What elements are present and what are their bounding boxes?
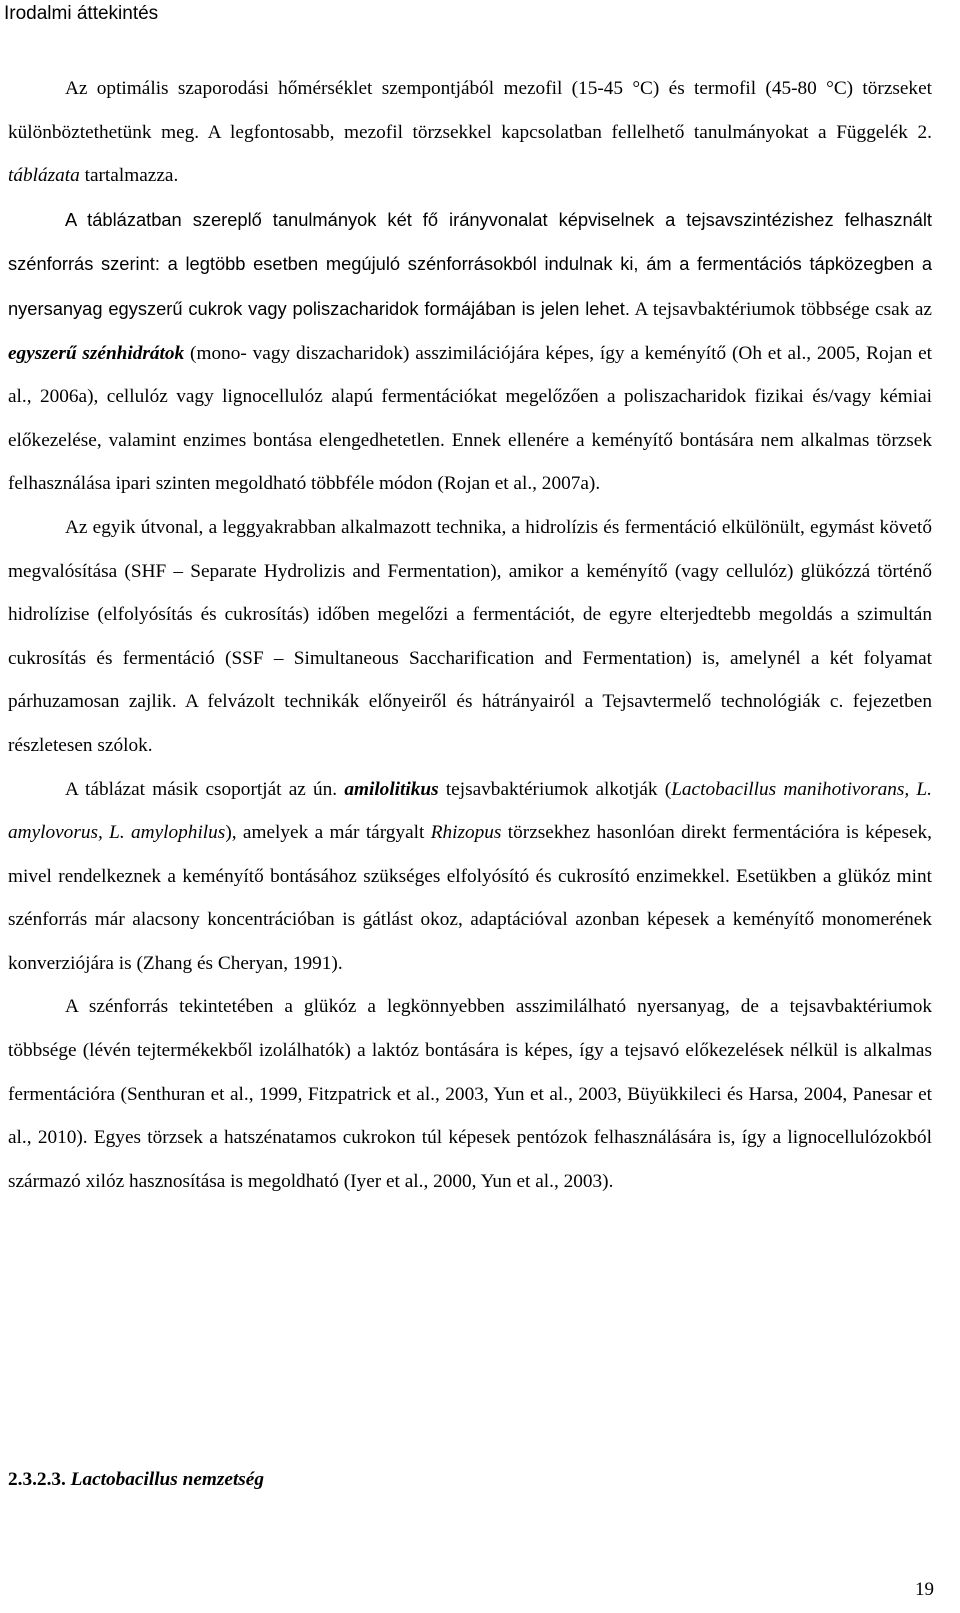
paragraph-3: Az egyik útvonal, a leggyakrabban alkalmazott technika, a hidrolízis és fermentáció elkülönült, egymást követő megvalósítása (SHF – Separate Hydrolizis and Fermentation), amikor a keményítő (vagy cellulóz) glükózzá történő hidrolízise (elfolyósítás és cukrosítás) időben megelőzi a fermentációt, de egyre elterjedtebb megoldás a szimultán cukrosítás és fermentáció (SSF – Simultaneous Saccharification and Fermentation) is, amelynél a két folyamat párhuzamosan zajlik. A felvázolt technikák előnyeiről és hátrányairól a Tejsavtermelő technológiák c. fejezetben részletesen szólok. xyxy=(8,516,932,756)
section-title: Lactobacillus nemzetség xyxy=(70,1469,265,1490)
section-number: 2.3.2.3. xyxy=(8,1469,66,1490)
body-text xyxy=(8,67,932,1203)
paragraph-4: A táblázat másik csoportját az ún. amilolitikus tejsavbaktériumok alkotják (Lactobacillus manihotivorans, L. amylovorus, L. amylophilus), amelyek a már tárgyalt Rhizopus törzsekhez hasonlóan direkt fermentációra is képesek, mivel rendelkeznek a keményítő bontásához szükséges elfolyósító és cukrosító enzimekkel. Esetükben a glükóz mint szénforrás már alacsony koncentrációban is gátlást okoz, adaptációval azonban képesek a keményítő monomerének konverziójára is (Zhang és Cheryan, 1991). xyxy=(8,778,933,974)
paragraph-1: Az optimális szaporodási hőmérséklet szempontjából mezofil (15-45 °C) és termofil (45-80 °C) törzseket különböztethetünk meg. A legfontosabb, mezofil törzsekkel kapcsolatban fellelhető tanulmányokat a Függelék 2. táblázata tartalmazza. xyxy=(8,78,932,187)
page-number: 19 xyxy=(915,1579,934,1600)
genus-rhizopus: Rhizopus xyxy=(430,822,502,844)
species-names: Lactobacillus manihotivorans, L. amylovorus, L. amylophilus xyxy=(8,778,932,844)
paragraph-5: A szénforrás tekintetében a glükóz a legkönnyebben asszimilálható nyersanyag, de a tejsavbaktériumok többsége (lévén tejtermékekből izolálhatók) a laktóz bontására is képes, így a tejsavó előkezelések nélkül is alkalmas fermentációra (Senthuran et al., 1999, Fitzpatrick et al., 2003, Yun et al., 2003, Büyükkileci és Harsa, 2004, Panesar et al., 2010). Egyes törzsek a hatszénatamos cukrokon túl képesek pentózok felhasználására is, így a lignocellulózokból származó xilóz hasznosítása is megoldható (Iyer et al., 2000, Yun et al., 2003). xyxy=(8,996,932,1192)
section-heading xyxy=(8,1466,264,1494)
emphasis-simple-carbohydrates: egyszerű szénhidrátok xyxy=(8,342,185,364)
emphasis-amylolytic: amilolitikus xyxy=(344,778,439,800)
paragraph-2: A táblázatban szereplő tanulmányok két fő irányvonalat képviselnek a tejsavszintézishez felhasznált szénforrás szerint: a legtöbb esetben megújuló szénforrásokból indulnak ki, ám a fermentációs tápközegben a nyersanyag egyszerű cukrok vagy poliszacharidok formájában is jelen lehet. A tejsavbaktériumok többsége csak az egyszerű szénhidrátok (mono- vagy diszacharidok) asszimilációjára képes, így a keményítő (Oh et al., 2005, Rojan et al., 2006a), cellulóz vagy lignocellulóz alapú fermentációkat megelőzően a poliszacharidok fizikai és/vagy kémiai előkezelése, valamint enzimes bontása elengedhetetlen. Ennek ellenére a keményítő bontására nem alkalmas törzsek felhasználása ipari szinten megoldható többféle módon (Rojan et al., 2007a). xyxy=(8,208,932,495)
paragraph-2-sans-part: A táblázatban szereplő tanulmányok két fő irányvonalat képviselnek a tejsavszintézishez felhasznált szénforrás szerint: a legtöbb esetben megújuló szénforrásokból indulnak ki, ám a fermentációs tápközegben a nyersanyag egyszerű cukrok vagy poliszacharidok formájában is jelen lehet. xyxy=(8,208,932,319)
running-header: Irodalmi áttekintés xyxy=(4,3,159,24)
